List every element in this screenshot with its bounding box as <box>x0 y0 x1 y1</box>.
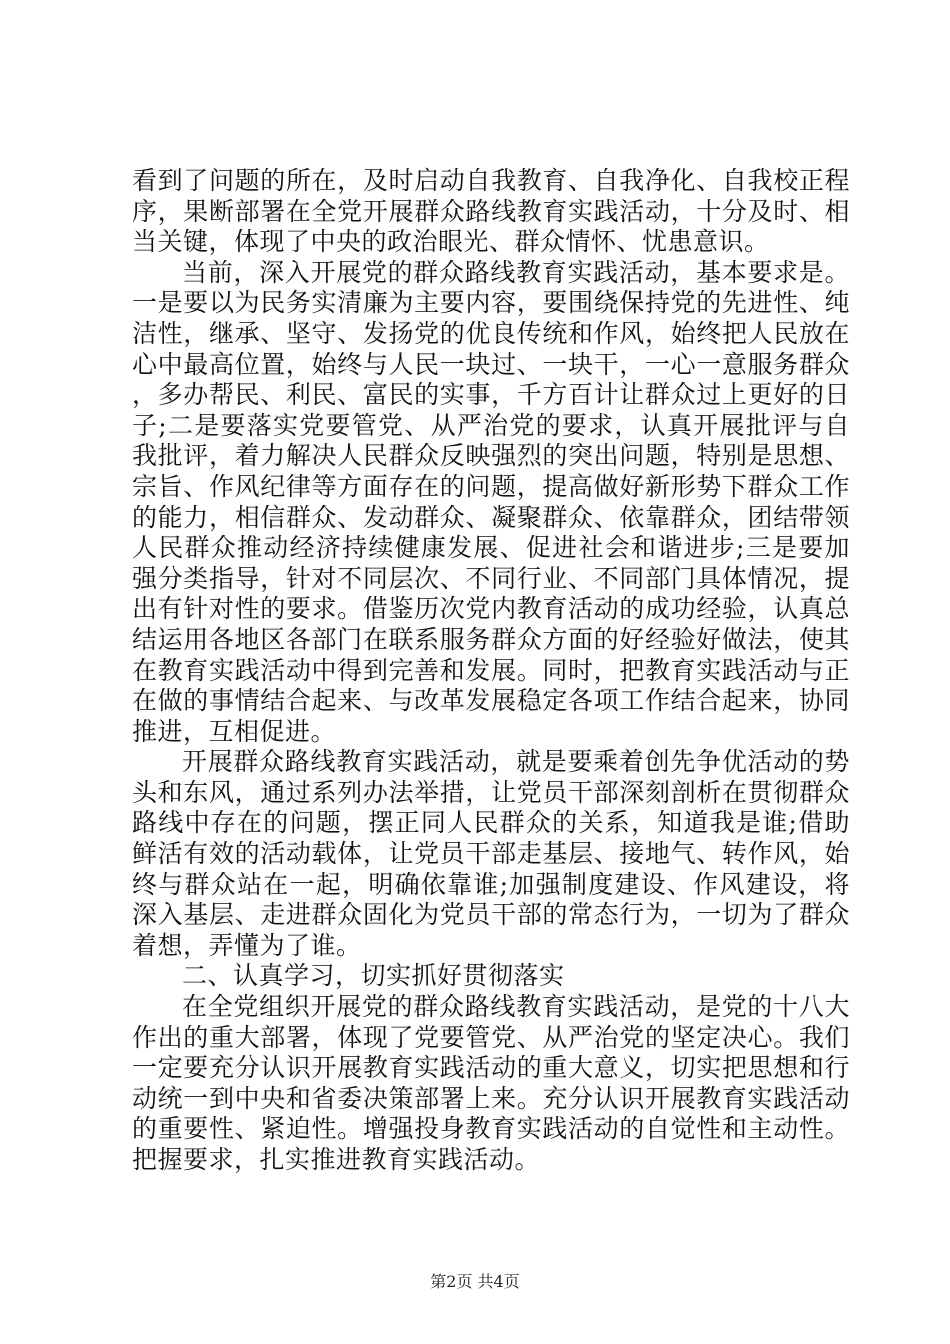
paragraph-3: 开展群众路线教育实践活动，就是要乘着创先争优活动的势头和东风，通过系列办法举措，让党员干部深刻剖析在贯彻群众路线中存在的问题，摆正同人民群众的关系，知道我是谁;借助鲜活有效的活动载体，让党员干部走基层、接地气、转作风，始终与群众站在一起，明确依靠谁;加强制度建设、作风建设，将深入基层、走进群众固化为党员干部的常态行为，一切为了群众着想，弄懂为了谁。 <box>132 747 850 960</box>
page-number-footer: 第2页 共4页 <box>430 1272 520 1291</box>
paragraph-2: 当前，深入开展党的群众路线教育实践活动，基本要求是。一是要以为民务实清廉为主要内容，要围绕保持党的先进性、纯洁性，继承、坚守、发扬党的优良传统和作风，始终把人民放在心中最高位置，始终与人民一块过、一块干，一心一意服务群众，多办帮民、利民、富民的实事，千方百计让群众过上更好的日子;二是要落实党要管党、从严治党的要求，认真开展批评与自我批评，着力解决人民群众反映强烈的突出问题，特别是思想、宗旨、作风纪律等方面存在的问题，提高做好新形势下群众工作的能力，相信群众、发动群众、凝聚群众、依靠群众，团结带领人民群众推动经济持续健康发展、促进社会和谐进步;三是要加强分类指导，针对不同层次、不同行业、不同部门具体情况，提出有针对性的要求。借鉴历次党内教育活动的成功经验，认真总结运用各地区各部门在联系服务群众方面的好经验好做法，使其在教育实践活动中得到完善和发展。同时，把教育实践活动与正在做的事情结合起来、与改革发展稳定各项工作结合起来，协同推进，互相促进。 <box>132 257 850 746</box>
paragraph-4: 在全党组织开展党的群众路线教育实践活动，是党的十八大作出的重大部署，体现了党要管党、从严治党的坚定决心。我们一定要充分认识开展教育实践活动的重大意义，切实把思想和行动统一到中央和省委决策部署上来。充分认识开展教育实践活动的重要性、紧迫性。增强投身教育实践活动的自觉性和主动性。把握要求，扎实推进教育实践活动。 <box>132 992 850 1174</box>
section-heading: 二、认真学习，切实抓好贯彻落实 <box>182 961 565 991</box>
paragraph-1: 看到了问题的所在，及时启动自我教育、自我净化、自我校正程序，果断部署在全党开展群众路线教育实践活动，十分及时、相当关键，体现了中央的政治眼光、群众情怀、忧患意识。 <box>132 166 850 257</box>
document-body <box>132 166 850 1176</box>
